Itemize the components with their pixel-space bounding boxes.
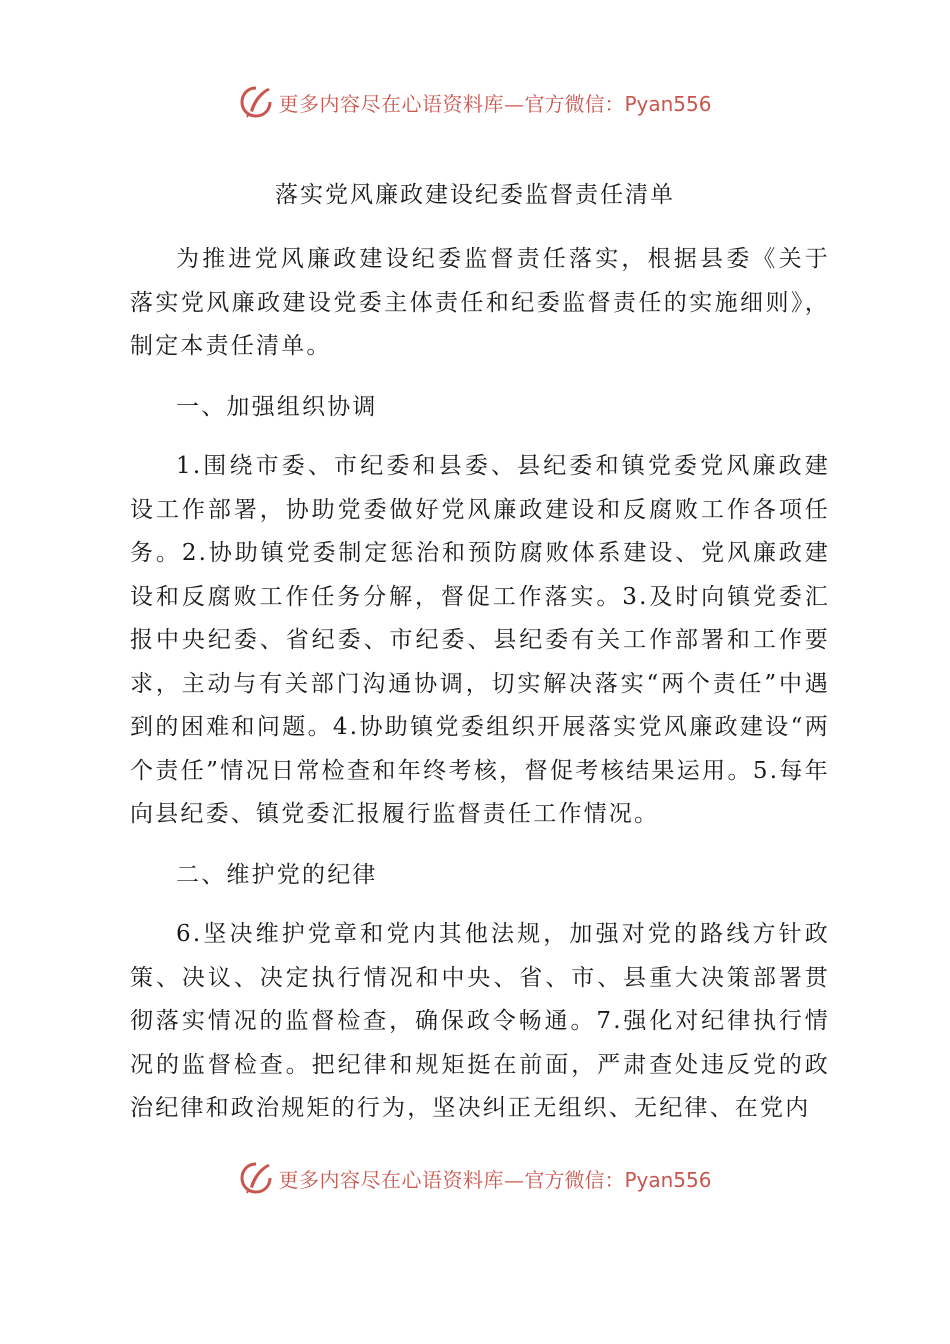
section-2-heading: 二、维护党的纪律 <box>176 861 378 888</box>
watermark-brand-text: 更多内容尽在心语资料库— <box>278 91 525 116</box>
watermark-brand-text: 更多内容尽在心语资料库— <box>278 1167 525 1192</box>
watermark-wechat-text: 官方微信：Pyan556 <box>524 1167 712 1192</box>
header-watermark-banner <box>0 82 950 122</box>
section-1-heading: 一、加强组织协调 <box>176 393 378 420</box>
document-title: 落实党风廉政建设纪委监督责任清单 <box>275 182 675 208</box>
watermark-wechat-text: 官方微信：Pyan556 <box>524 91 712 116</box>
section-2-paragraph: 6.坚决维护党章和党内其他法规，加强对党的路线方针政策、决议、决定执行情况和中央、省、市、县重大决策部署贯彻落实情况的监督检查，确保政令畅通。7.强化对纪律执行情况的监督检查。把纪律和规矩挺在前面，严肃查处违反党的政治纪律和政治规矩的行为，坚决纠正无组织、无纪律、在党内 <box>130 921 830 1121</box>
document-body <box>130 238 830 1148</box>
intro-paragraph: 为推进党风廉政建设纪委监督责任落实，根据县委《关于落实党风廉政建设党委主体责任和纪委监督责任的实施细则》，制定本责任清单。 <box>130 246 830 359</box>
footer-watermark-banner <box>0 1158 950 1198</box>
section-1-paragraph: 1.围绕市委、市纪委和县委、县纪委和镇党委党风廉政建设工作部署，协助党委做好党风廉政建设和反腐败工作各项任务。2.协助镇党委制定惩治和预防腐败体系建设、党风廉政建设和反腐败工作任务分解，督促工作落实。3.及时向镇党委汇报中央纪委、省纪委、市纪委、县纪委有关工作部署和工作要求，主动与有关部门沟通协调，切实解决落实“两个责任”中遇到的困难和问题。4.协助镇党委组织开展落实党风廉政建设“两个责任”情况日常检查和年终考核，督促考核结果运用。5.每年向县纪委、镇党委汇报履行监督责任工作情况。 <box>130 453 830 827</box>
quill-logo-icon <box>238 84 274 120</box>
quill-logo-icon <box>238 1160 274 1196</box>
